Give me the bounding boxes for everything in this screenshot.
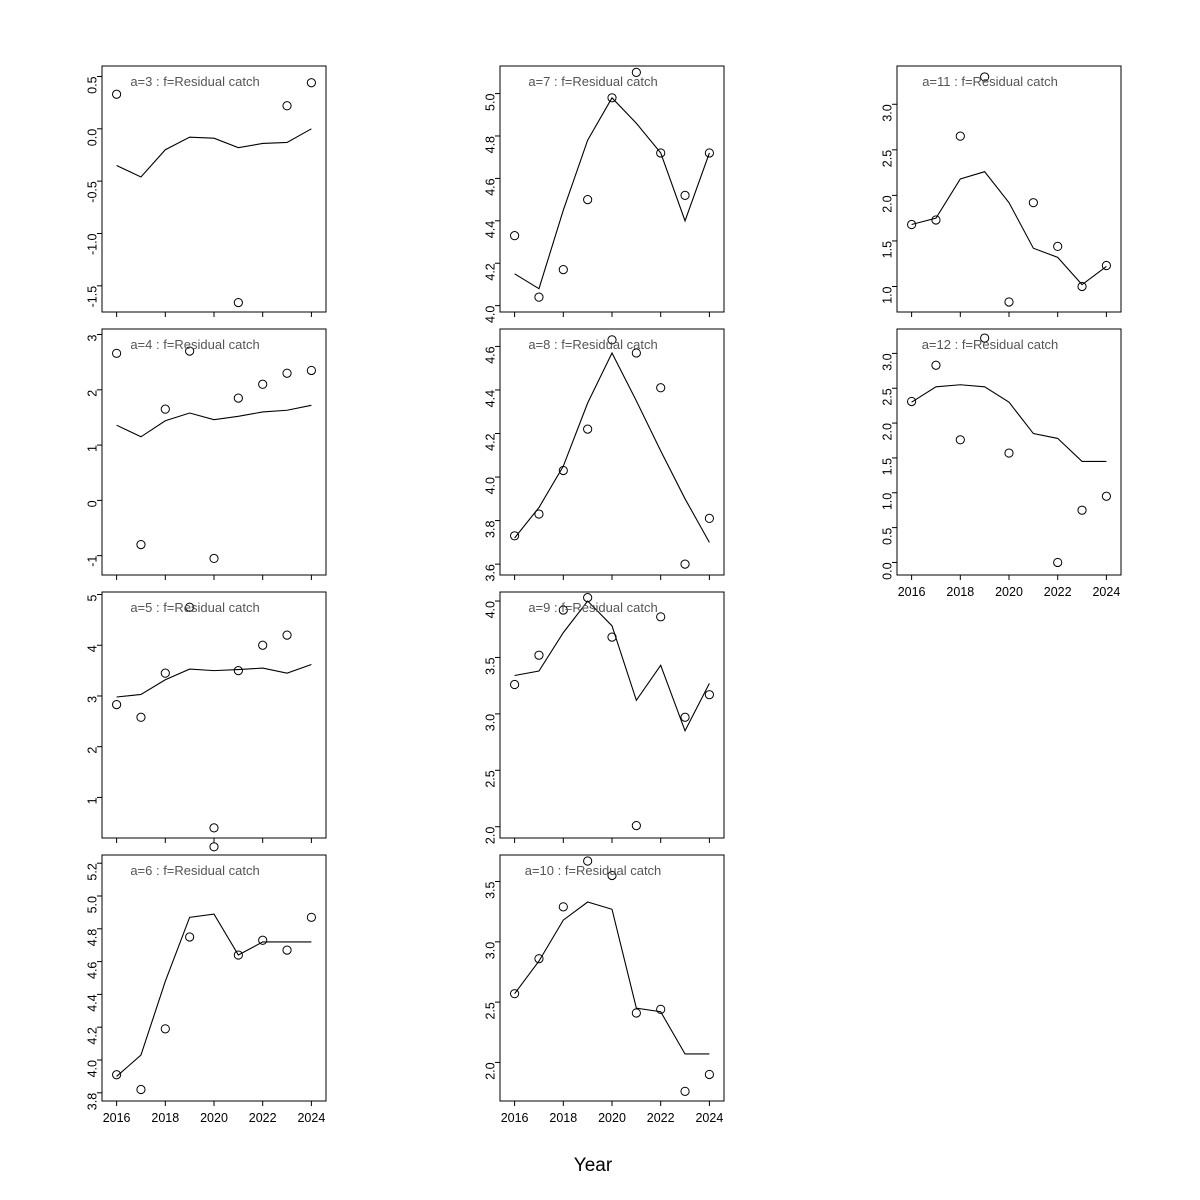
- svg-text:5.0: 5.0: [483, 93, 498, 111]
- panel-a6: [60, 849, 330, 1125]
- svg-text:2: 2: [85, 389, 100, 397]
- svg-text:4.8: 4.8: [85, 928, 100, 947]
- panel-a6-plot: [60, 849, 330, 1125]
- svg-text:0: 0: [85, 500, 100, 508]
- svg-text:-0.5: -0.5: [85, 181, 100, 203]
- svg-text:3.8: 3.8: [85, 1092, 100, 1111]
- panel-a5-title: a=5 : f=Residual catch: [130, 600, 260, 615]
- svg-text:3.6: 3.6: [483, 564, 498, 582]
- svg-text:5.2: 5.2: [85, 863, 100, 881]
- svg-text:2024: 2024: [695, 1111, 724, 1125]
- svg-text:4.6: 4.6: [483, 346, 498, 364]
- svg-text:2018: 2018: [151, 1111, 180, 1125]
- svg-text:2024: 2024: [297, 1111, 326, 1125]
- svg-text:3.5: 3.5: [483, 657, 498, 675]
- panel-a11: [855, 60, 1125, 318]
- svg-text:0.5: 0.5: [85, 76, 100, 94]
- panel-a12-plot: [855, 323, 1125, 599]
- panel-a9-title: a=9 : f=Residual catch: [528, 600, 658, 615]
- panel-a3: [60, 60, 330, 318]
- svg-text:0.0: 0.0: [880, 562, 895, 580]
- svg-text:2018: 2018: [946, 585, 975, 599]
- svg-text:2018: 2018: [549, 1111, 578, 1125]
- x-axis-label: Year: [573, 1155, 613, 1176]
- svg-text:1: 1: [85, 797, 100, 805]
- svg-text:2020: 2020: [598, 1111, 626, 1125]
- panel-a5: [60, 586, 330, 844]
- svg-text:4.6: 4.6: [85, 961, 100, 979]
- svg-text:3.0: 3.0: [880, 104, 895, 122]
- svg-text:3.5: 3.5: [483, 881, 498, 899]
- svg-text:2.0: 2.0: [880, 423, 895, 441]
- svg-text:2016: 2016: [102, 1111, 131, 1125]
- svg-text:1.5: 1.5: [880, 240, 895, 259]
- svg-text:3.8: 3.8: [483, 520, 498, 538]
- panel-a4-title: a=4 : f=Residual catch: [130, 337, 260, 352]
- svg-text:-1.5: -1.5: [85, 285, 100, 308]
- svg-text:4.0: 4.0: [483, 601, 498, 619]
- svg-text:3.0: 3.0: [483, 941, 498, 960]
- svg-text:5: 5: [85, 594, 100, 602]
- panel-a10-title: a=10 : f=Residual catch: [524, 863, 662, 878]
- svg-text:2016: 2016: [500, 1111, 529, 1125]
- svg-text:4: 4: [85, 645, 100, 653]
- svg-text:4.2: 4.2: [85, 1027, 100, 1045]
- panel-a7-plot: [458, 60, 728, 324]
- panel-a12: [855, 323, 1125, 599]
- svg-text:-1: -1: [85, 555, 100, 567]
- svg-text:4.2: 4.2: [483, 263, 498, 281]
- svg-text:2024: 2024: [1092, 585, 1121, 599]
- panel-a3-title: a=3 : f=Residual catch: [130, 74, 260, 89]
- svg-text:2.5: 2.5: [880, 388, 895, 406]
- svg-text:2022: 2022: [1043, 585, 1072, 599]
- panel-a9: [458, 586, 728, 844]
- panel-a5-plot: [60, 586, 330, 844]
- panel-a8-plot: [458, 323, 728, 581]
- svg-text:3: 3: [85, 695, 100, 703]
- svg-text:1.5: 1.5: [880, 457, 895, 476]
- svg-text:3.0: 3.0: [483, 713, 498, 732]
- svg-text:2: 2: [85, 746, 100, 754]
- svg-text:4.4: 4.4: [85, 994, 100, 1012]
- panel-a3-plot: [60, 60, 330, 318]
- panel-a9-plot: [458, 586, 728, 844]
- panel-a7-title: a=7 : f=Residual catch: [528, 74, 658, 89]
- panel-a8-title: a=8 : f=Residual catch: [528, 337, 658, 352]
- svg-text:3: 3: [85, 334, 100, 342]
- panel-a8: [458, 323, 728, 581]
- panel-a11-plot: [855, 60, 1125, 318]
- panel-a11-title: a=11 : f=Residual catch: [922, 74, 1058, 89]
- svg-text:4.4: 4.4: [483, 389, 498, 408]
- svg-text:2.0: 2.0: [880, 195, 895, 213]
- panel-a6-title: a=6 : f=Residual catch: [130, 863, 260, 878]
- svg-text:4.6: 4.6: [483, 178, 498, 196]
- svg-text:1.0: 1.0: [880, 492, 895, 511]
- panel-a7: [458, 60, 728, 324]
- panel-a10: [458, 849, 728, 1125]
- svg-text:2.5: 2.5: [483, 770, 498, 788]
- svg-text:4.0: 4.0: [483, 477, 498, 495]
- svg-text:3.0: 3.0: [880, 353, 895, 371]
- panel-a10-plot: [458, 849, 728, 1125]
- svg-text:2020: 2020: [200, 1111, 228, 1125]
- svg-text:4.4: 4.4: [483, 220, 498, 239]
- svg-text:-1.0: -1.0: [85, 233, 100, 256]
- svg-text:2022: 2022: [646, 1111, 675, 1125]
- svg-text:2022: 2022: [248, 1111, 277, 1125]
- panel-a4: [60, 323, 330, 581]
- svg-text:2.0: 2.0: [483, 1062, 498, 1080]
- panel-a12-title: a=12 : f=Residual catch: [921, 337, 1059, 352]
- svg-text:1: 1: [85, 445, 100, 453]
- svg-text:2020: 2020: [995, 585, 1023, 599]
- svg-text:1.0: 1.0: [880, 286, 895, 304]
- svg-text:4.2: 4.2: [483, 433, 498, 451]
- svg-text:2.5: 2.5: [880, 149, 895, 168]
- svg-text:0.5: 0.5: [880, 527, 895, 546]
- svg-text:4.8: 4.8: [483, 135, 498, 154]
- svg-text:2.5: 2.5: [483, 1002, 498, 1020]
- svg-text:2016: 2016: [897, 585, 926, 599]
- svg-text:0.0: 0.0: [85, 128, 100, 147]
- svg-text:4.0: 4.0: [483, 305, 498, 324]
- panel-a4-plot: [60, 323, 330, 581]
- svg-text:4.0: 4.0: [85, 1060, 100, 1078]
- svg-text:5.0: 5.0: [85, 896, 100, 914]
- svg-text:2.0: 2.0: [483, 826, 498, 845]
